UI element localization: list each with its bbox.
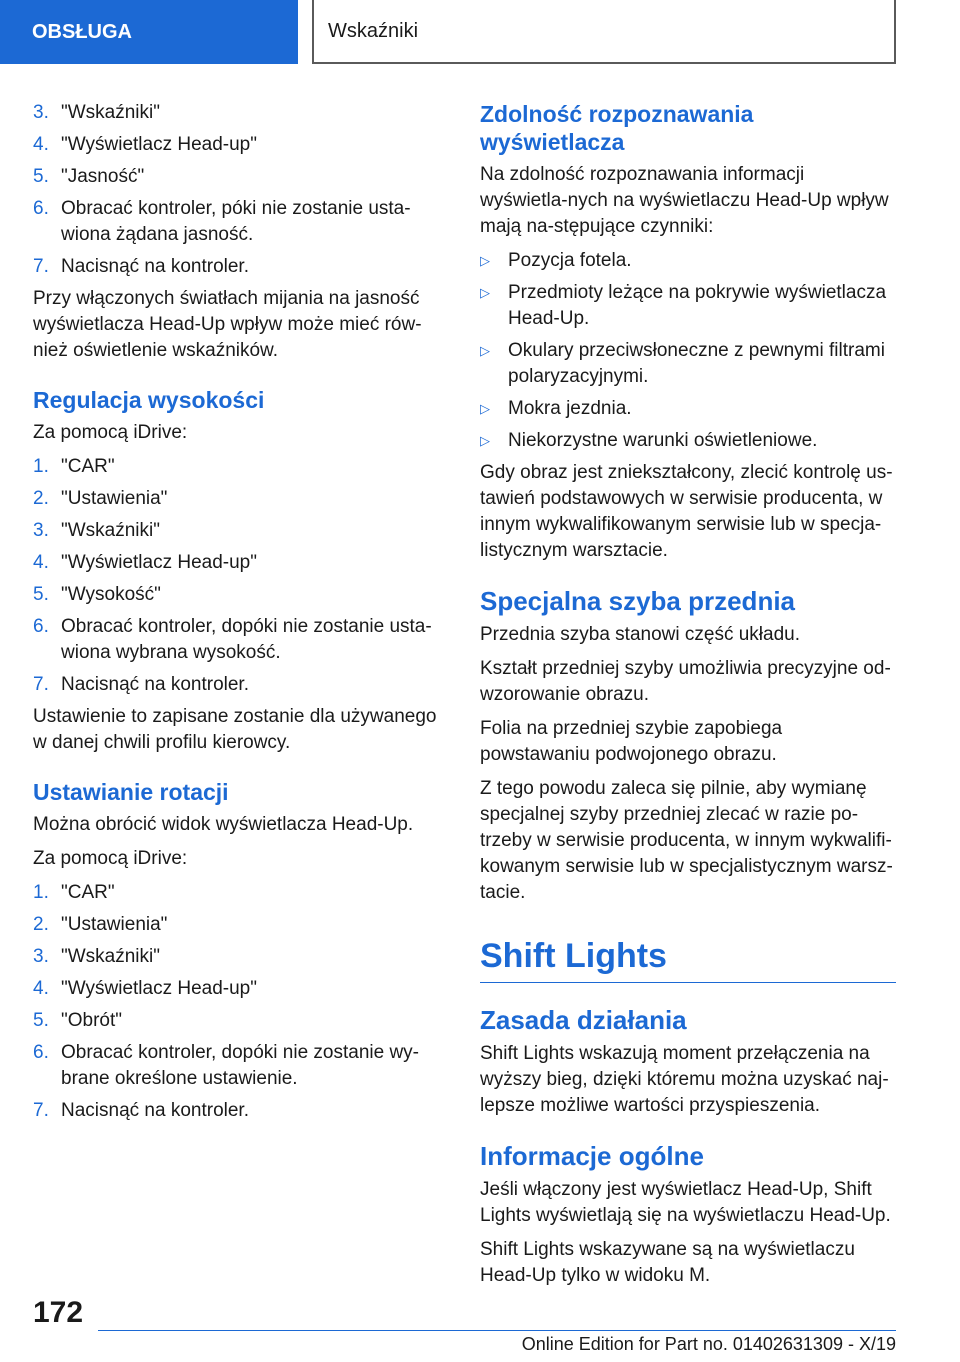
bullet-text: Przedmioty leżące na pokrywie wyświetlacza Head-Up. (508, 282, 887, 329)
paragraph: Za pomocą iDrive: (33, 848, 188, 869)
list-item (480, 248, 896, 274)
step-text: "CAR" (61, 456, 115, 477)
steps-brightness (33, 100, 438, 280)
triangle-bullet-icon: ▷ (480, 285, 490, 300)
step-number: 6. (33, 198, 49, 219)
step-text: "CAR" (61, 882, 115, 903)
step-number: 7. (33, 256, 49, 277)
step-number: 6. (33, 1042, 49, 1063)
step-number: 7. (33, 1100, 49, 1121)
step-number: 4. (33, 552, 49, 573)
paragraph: Z tego powodu zaleca się pilnie, aby wymianę specjalnej szyby przedniej zlecać w razie po-trzeby w serwisie producenta, w innym wykwalifi-kowanym serwisie lub w specjalistycznym warsz-tacie. (480, 778, 893, 903)
list-item (33, 582, 438, 608)
step-text: "Obrót" (61, 1010, 123, 1031)
step-text: "Wskaźniki" (61, 946, 160, 967)
list-item (33, 100, 438, 126)
list-item (33, 614, 438, 666)
heading-visibility: Zdolność rozpoznawania wyświetlacza (480, 101, 754, 155)
step-text: Nacisnąć na kontroler. (61, 674, 249, 695)
step-text: "Wyświetlacz Head-up" (61, 978, 257, 999)
step-text: "Ustawienia" (61, 488, 168, 509)
triangle-bullet-icon: ▷ (480, 401, 490, 416)
step-text: "Jasność" (61, 166, 145, 187)
step-text: "Ustawienia" (61, 914, 168, 935)
list-item (33, 1098, 438, 1124)
step-text: "Wysokość" (61, 584, 161, 605)
steps-height (33, 454, 438, 698)
step-number: 3. (33, 102, 49, 123)
step-number: 3. (33, 946, 49, 967)
list-item (33, 1040, 438, 1092)
list-item (480, 280, 896, 332)
heading-general-info: Informacje ogólne (480, 1141, 704, 1171)
paragraph: Na zdolność rozpoznawania informacji wyświetla-nych na wyświetlaczu Head-Up wpływ mają na-stępujące czynniki: (480, 164, 889, 237)
list-item (33, 550, 438, 576)
step-number: 7. (33, 674, 49, 695)
right-column (480, 100, 896, 1297)
step-number: 3. (33, 520, 49, 541)
heading-principle: Zasada działania (480, 1005, 687, 1035)
list-item (480, 428, 896, 454)
list-item (33, 944, 438, 970)
list-item (33, 196, 438, 248)
paragraph: Folia na przedniej szybie zapobiega powstawaniu podwojonego obrazu. (480, 718, 783, 765)
bullet-text: Pozycja fotela. (508, 250, 632, 271)
page-number: 172 (33, 1296, 84, 1329)
heading-rotation: Ustawianie rotacji (33, 779, 229, 805)
paragraph: Można obrócić widok wyświetlacza Head-Up. (33, 814, 414, 835)
list-item (33, 254, 438, 280)
paragraph: Przy włączonych światłach mijania na jasność wyświetlacza Head-Up wpływ może mieć rów-nież oświetlenie wskaźników. (33, 288, 422, 361)
step-number: 2. (33, 914, 49, 935)
list-item (33, 132, 438, 158)
chapter-title: Wskaźniki (328, 19, 419, 42)
list-item (33, 1008, 438, 1034)
step-number: 5. (33, 584, 49, 605)
paragraph: Ustawienie to zapisane zostanie dla używanego w danej chwili profilu kierowcy. (33, 706, 437, 753)
paragraph: Kształt przedniej szyby umożliwia precyzyjne od-wzorowanie obrazu. (480, 658, 891, 705)
list-item (33, 912, 438, 938)
paragraph: Gdy obraz jest zniekształcony, zlecić kontrolę us-tawień podstawowych w serwisie producenta, w innym wykwalifikowanym serwisie lub w specja-listycznym warsztacie. (480, 462, 893, 561)
step-number: 6. (33, 616, 49, 637)
step-text: "Wyświetlacz Head-up" (61, 134, 257, 155)
left-column (33, 100, 438, 1130)
footer-divider (98, 1330, 896, 1331)
steps-rotation (33, 880, 438, 1124)
section-label: OBSŁUGA (32, 20, 132, 43)
step-text: Obracać kontroler, dopóki nie zostanie wy-brane określone ustawienie. (61, 1042, 420, 1089)
step-number: 4. (33, 134, 49, 155)
step-number: 4. (33, 978, 49, 999)
triangle-bullet-icon: ▷ (480, 433, 490, 448)
list-item (33, 164, 438, 190)
step-number: 1. (33, 456, 49, 477)
step-number: 5. (33, 166, 49, 187)
section-tab (0, 0, 298, 64)
step-number: 1. (33, 882, 49, 903)
bullet-text: Niekorzystne warunki oświetleniowe. (508, 430, 818, 451)
list-item (480, 338, 896, 390)
triangle-bullet-icon: ▷ (480, 343, 490, 358)
step-text: Nacisnąć na kontroler. (61, 1100, 249, 1121)
list-item (33, 672, 438, 698)
paragraph: Jeśli włączony jest wyświetlacz Head-Up, Shift Lights wyświetlają się na wyświetlaczu Head-Up. (480, 1179, 891, 1226)
list-item (33, 976, 438, 1002)
heading-shift-lights: Shift Lights (480, 936, 896, 983)
step-text: Nacisnąć na kontroler. (61, 256, 249, 277)
list-item (33, 518, 438, 544)
list-item (33, 486, 438, 512)
step-text: "Wskaźniki" (61, 102, 160, 123)
bullet-list-factors (480, 248, 896, 454)
paragraph: Przednia szyba stanowi część układu. (480, 624, 800, 645)
list-item (480, 396, 896, 422)
footer-edition: Online Edition for Part no. 01402631309 - X/19 (521, 1334, 896, 1354)
heading-windshield: Specjalna szyba przednia (480, 586, 796, 616)
triangle-bullet-icon: ▷ (480, 253, 490, 268)
step-number: 5. (33, 1010, 49, 1031)
paragraph: Shift Lights wskazywane są na wyświetlaczu Head-Up tylko w widoku M. (480, 1239, 855, 1286)
step-text: Obracać kontroler, póki nie zostanie usta-wiona żądana jasność. (61, 198, 411, 245)
paragraph: Za pomocą iDrive: (33, 422, 188, 443)
step-text: "Wyświetlacz Head-up" (61, 552, 257, 573)
heading-height-adjustment: Regulacja wysokości (33, 387, 265, 413)
paragraph: Shift Lights wskazują moment przełączenia na wyższy bieg, dzięki któremu można uzyskać naj-lepsze możliwe wartości przyspieszenia. (480, 1043, 889, 1116)
list-item (33, 454, 438, 480)
list-item (33, 880, 438, 906)
step-text: Obracać kontroler, dopóki nie zostanie usta-wiona wybrana wysokość. (61, 616, 432, 663)
chapter-header (312, 0, 896, 64)
bullet-text: Okulary przeciwsłoneczne z pewnymi filtrami polaryzacyjnymi. (508, 340, 885, 387)
bullet-text: Mokra jezdnia. (508, 398, 632, 419)
step-text: "Wskaźniki" (61, 520, 160, 541)
step-number: 2. (33, 488, 49, 509)
